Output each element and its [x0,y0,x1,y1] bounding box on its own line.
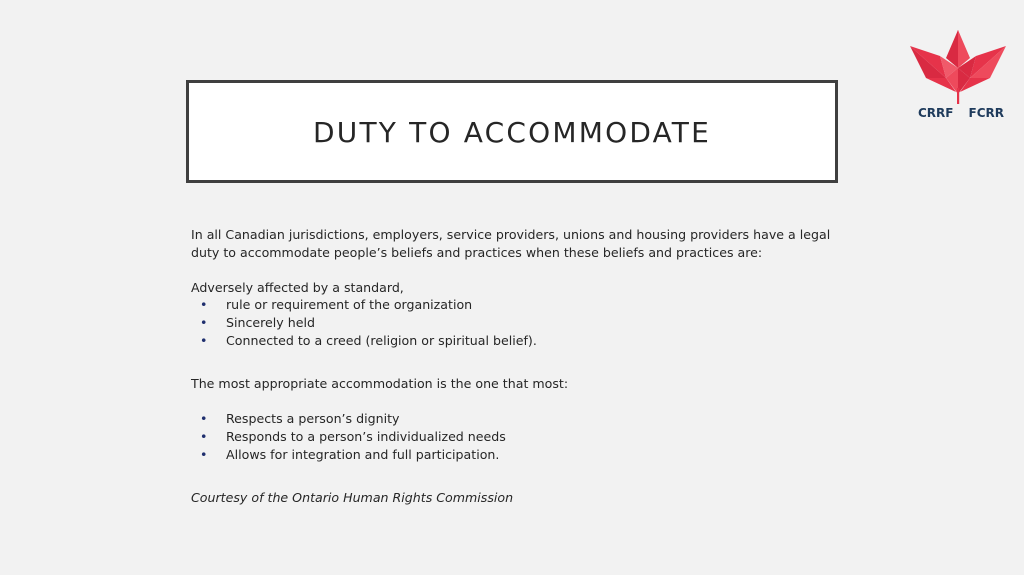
spacer [191,393,841,411]
slide-body [191,226,841,507]
list-item [191,296,841,314]
crrf-fcrr-logo [906,28,1010,124]
credit-line: Courtesy of the Ontario Human Rights Commission [191,490,514,506]
bullet-icon: • [200,411,208,427]
bullet-icon: • [200,428,208,444]
list-item-text: Responds to a person’s individualized needs [226,428,506,444]
page-title: DUTY TO ACCOMMODATE [312,116,711,149]
accommodation-list [191,410,841,463]
list-item [191,332,841,350]
logo-text-crrf: CRRF [918,106,954,120]
list-item-text: rule or requirement of the organization [226,297,473,313]
list-item [191,314,841,332]
bullet-icon: • [200,446,208,462]
logo-text-fcrr: FCRR [968,106,1004,120]
list-item-text: Allows for integration and full participation. [226,446,500,462]
bullet-icon: • [200,332,208,348]
maple-leaf-icon [906,28,1010,108]
list-item-text: Sincerely held [226,314,315,330]
bullet-icon: • [200,297,208,313]
title-box [186,80,838,183]
list-item [191,410,841,428]
accommodation-lead: The most appropriate accommodation is the one that most: [191,376,569,392]
spacer [191,349,841,375]
list-item-text: Respects a person’s dignity [226,411,400,427]
spacer [191,463,841,489]
list-item [191,428,841,446]
list-item [191,446,841,464]
list-item-text: Connected to a creed (religion or spiritual belief). [226,332,537,348]
criteria-list [191,296,841,349]
criteria-lead: Adversely affected by a standard, [191,279,404,295]
bullet-icon: • [200,314,208,330]
intro-paragraph: In all Canadian jurisdictions, employers, service providers, unions and housing providers have a legal duty to accommodate people’s beliefs and practices when these beliefs and practices are: [191,227,831,260]
logo-wordmark [906,106,1010,120]
